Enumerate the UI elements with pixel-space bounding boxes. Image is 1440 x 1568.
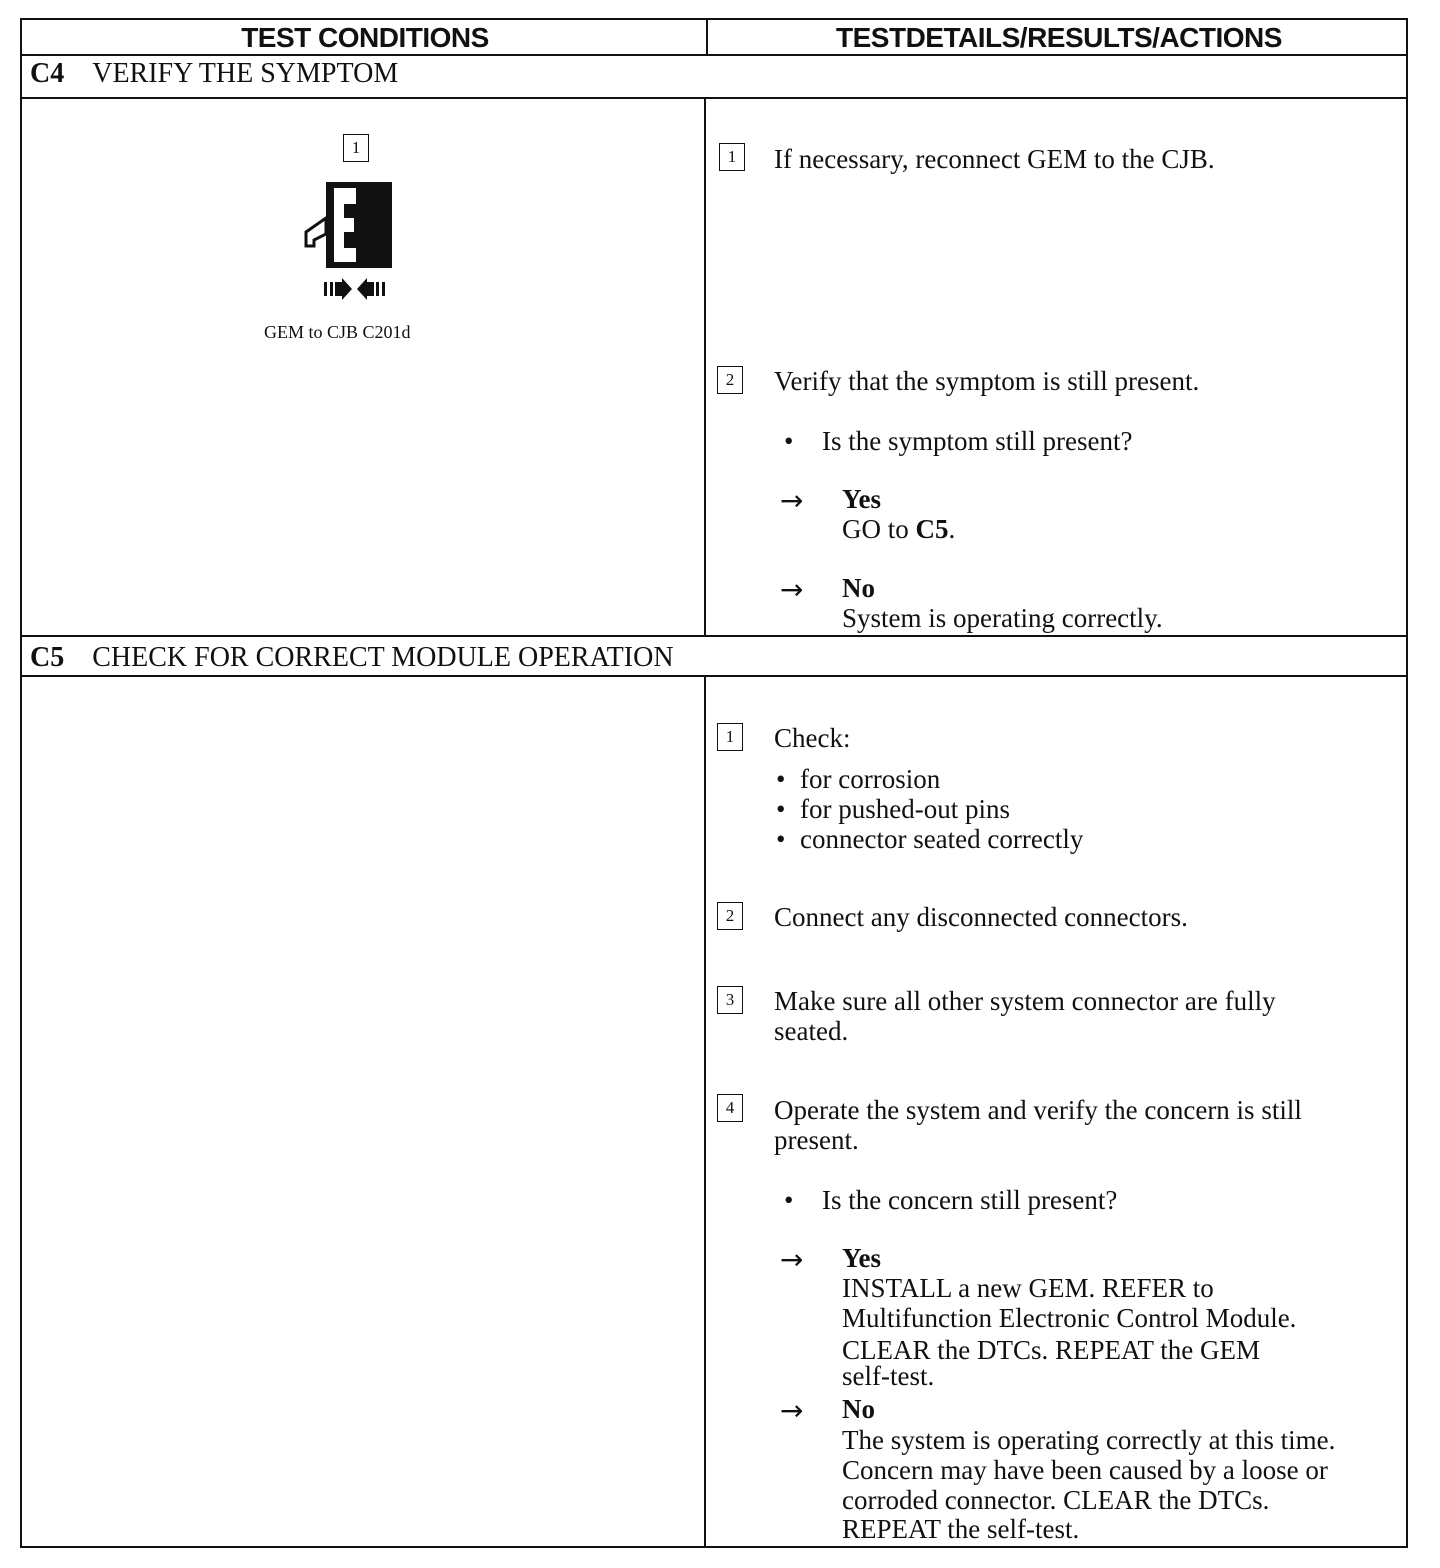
c4-no-action: System is operating correctly. [842, 603, 1163, 633]
c4-yes-arrow: → [780, 484, 804, 517]
c5-check-item-3: connector seated correctly [800, 824, 1084, 854]
connector-icon [304, 178, 394, 302]
section-label-c5: CHECK FOR CORRECT MODULE OPERATION [92, 642, 674, 673]
c5-yes-line-4: self-test. [842, 1361, 935, 1391]
c5-step-2-text: Connect any disconnected connectors. [774, 902, 1188, 932]
c5-top-divider [22, 635, 1406, 637]
c4-step-1-text: If necessary, reconnect GEM to the CJB. [774, 144, 1215, 174]
c5-yes-line-3: CLEAR the DTCs. REPEAT the GEM [842, 1335, 1260, 1365]
section-title-c4 [30, 58, 398, 90]
figure-caption: GEM to CJB C201d [264, 322, 411, 342]
c4-step-1-number: 1 [719, 143, 745, 171]
c4-question-bullet: • [784, 426, 794, 456]
c4-step-2-number: 2 [717, 366, 743, 394]
header-test-details: TESTDETAILS/RESULTS/ACTIONS [836, 22, 1282, 53]
c5-step-4-line-1: Operate the system and verify the concern is still [774, 1095, 1302, 1125]
c4-step-2-text: Verify that the symptom is still present. [774, 366, 1200, 396]
c5-no-line-3: corroded connector. CLEAR the DTCs. [842, 1485, 1270, 1515]
c5-check-bullet-1: • [776, 764, 786, 794]
c5-check-item-1: for corrosion [800, 764, 941, 794]
c5-no-label: No [842, 1394, 875, 1424]
c4-yes-action-suffix: . [948, 514, 956, 544]
c5-step-3-number: 3 [717, 986, 743, 1014]
c5-yes-line-2: Multifunction Electronic Control Module. [842, 1303, 1297, 1333]
c4-column-divider [704, 98, 706, 636]
c5-check-bullet-2: • [776, 794, 786, 824]
c5-check-bullet-3: • [776, 824, 786, 854]
c5-step-3-line-1: Make sure all other system connector are fully [774, 986, 1276, 1016]
c4-no-label: No [842, 573, 875, 603]
c4-yes-action [842, 514, 955, 544]
section-title-c5 [30, 642, 674, 674]
c5-no-line-4: REPEAT the self-test. [842, 1514, 1080, 1544]
c5-no-line-1: The system is operating correctly at this time. [842, 1425, 1336, 1455]
section-id-c5: C5 [30, 642, 65, 673]
c5-check-item-2: for pushed-out pins [800, 794, 1010, 824]
header-test-conditions: TEST CONDITIONS [241, 22, 489, 53]
c4-yes-action-target: C5 [915, 514, 949, 544]
c5-no-arrow: → [780, 1394, 804, 1427]
c5-yes-line-1: INSTALL a new GEM. REFER to [842, 1273, 1214, 1303]
c5-step-1-number: 1 [717, 723, 743, 751]
c4-question: Is the symptom still present? [822, 426, 1133, 456]
figure-step-number: 1 [343, 134, 369, 162]
c5-column-divider [704, 676, 706, 1548]
section-label-c4: VERIFY THE SYMPTOM [92, 58, 399, 89]
diagnostic-table [20, 18, 1408, 1548]
c5-yes-label: Yes [842, 1243, 881, 1273]
header-column-divider [706, 20, 708, 56]
c5-no-line-2: Concern may have been caused by a loose or [842, 1455, 1328, 1485]
c5-title-divider [22, 675, 1406, 677]
c5-step-1-text: Check: [774, 723, 851, 753]
c4-title-divider [22, 97, 1406, 99]
header-divider [22, 54, 1406, 56]
c5-question-bullet: • [784, 1185, 794, 1215]
c5-question: Is the concern still present? [822, 1185, 1118, 1215]
c5-yes-arrow: → [780, 1243, 804, 1276]
c5-step-4-line-2: present. [774, 1125, 859, 1155]
c4-yes-label: Yes [842, 484, 881, 514]
c5-step-3-line-2: seated. [774, 1016, 849, 1046]
c4-no-arrow: → [780, 573, 804, 606]
section-id-c4: C4 [30, 58, 65, 89]
c4-yes-action-prefix: GO to [842, 514, 916, 544]
c5-step-4-number: 4 [717, 1094, 743, 1122]
c5-step-2-number: 2 [717, 902, 743, 930]
